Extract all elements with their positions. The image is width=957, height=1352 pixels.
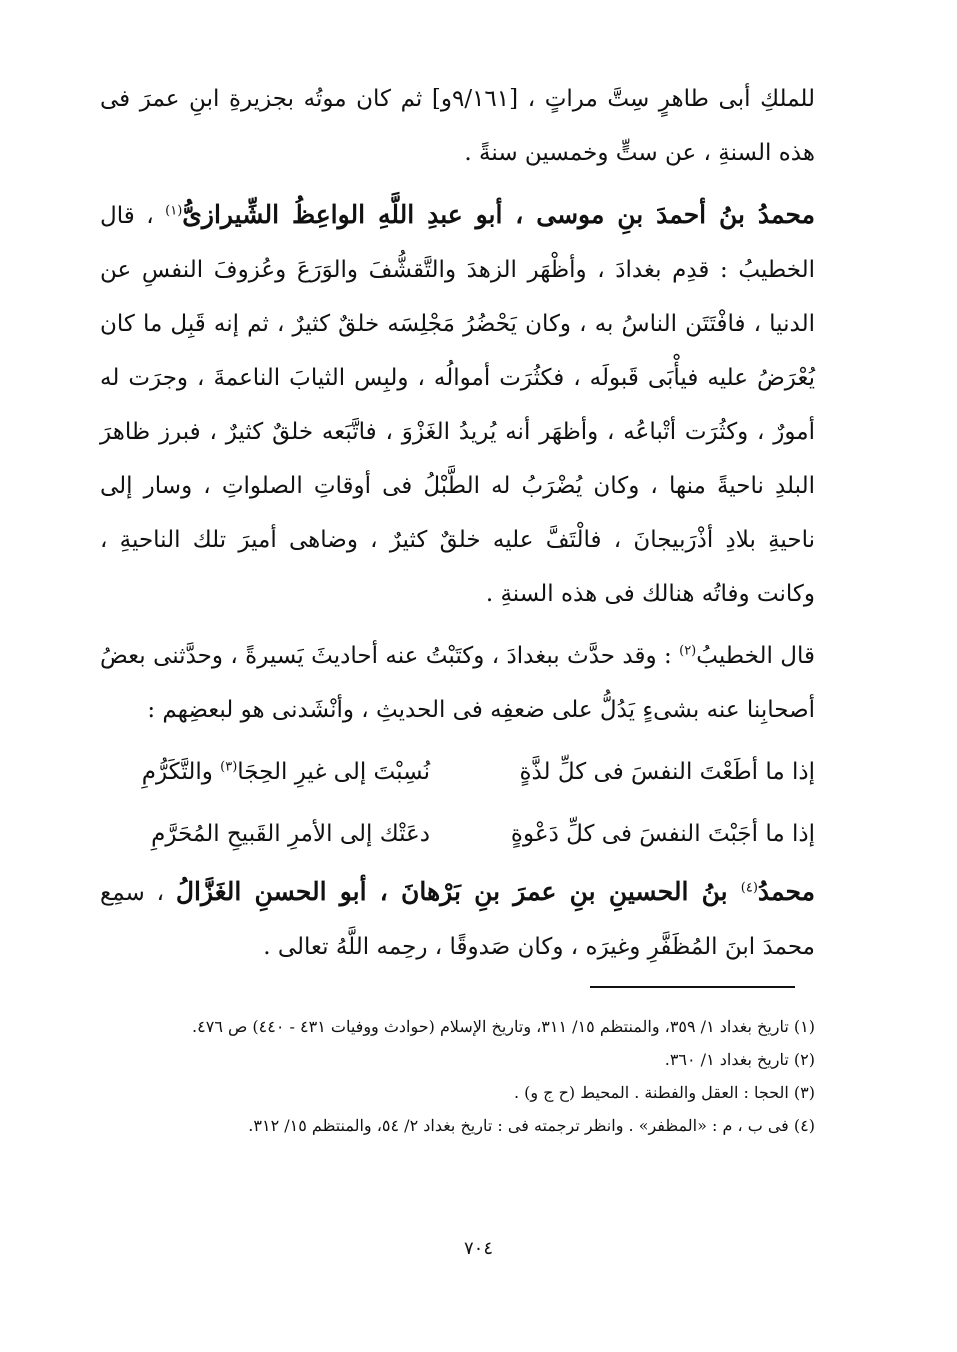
- entry-al-ghazzal-name-rest: بنُ الحسينِ بنِ عمرَ بنِ بَرْهانَ ، أبو الحسنِ الغَزَّالُ: [175, 877, 741, 906]
- verse-1-first-hemistich: إذا ما أطَعْتَ النفسَ فى كلِّ لذَّةٍ: [519, 759, 815, 785]
- footnote-4: (٤) فى ب ، م : «المظفر» . وانظر ترجمته فى : تاريخ بغداد ٢/ ٥٤، والمنتظم ١٥/ ٣١٢.: [248, 1116, 815, 1135]
- entry-al-ghazzal-text: ، سمِع محمدَ ابنَ المُظَفَّرِ وغيرَه ، وكان صَدوقًا ، رحِمه اللَّهُ تعالى .: [100, 880, 815, 960]
- khatib-quote-start: قال الخطيبُ: [696, 643, 815, 669]
- footnote-1: (١) تاريخ بغداد ١/ ٣٥٩، والمنتظم ١٥/ ٣١١، وتاريخ الإسلام (حوادث ووفيات ٤٣١ - ٤٤٠) ص ٤٧٦.: [192, 1017, 815, 1036]
- main-text: [100, 72, 815, 974]
- footnote-ref-1: (١): [165, 203, 183, 219]
- page-number: ٧٠٤: [463, 1238, 493, 1259]
- footnotes: [100, 1010, 815, 1142]
- verse-2-first-hemistich: إذا ما أجَبْتَ النفسَ فى كلِّ دَعْوةٍ: [510, 821, 815, 847]
- khatib-quote-text: : وقد حدَّث ببغدادَ ، وكتَبْتُ عنه أحاديثَ يَسيرةً ، وحدَّثنى بعضُ أصحابِنا عنه بشىءٍ يَدُلُّ على ضعفِه فى الحديثِ ، وأنْشَدنى هو لبعضِهم :: [100, 643, 815, 723]
- entry-al-ghazzal: [100, 865, 815, 974]
- poem-verses: [100, 741, 815, 865]
- entry-al-shirazi-text: ، قال الخطيبُ : قدِم بغدادَ ، وأظْهَر الزهدَ والتَّقشُّفَ والوَرَعَ وعُزوفَ النفسِ عن الدنيا ، فافْتَتَن الناسُ به ، وكان يَحْضُرُ مَجْلِسَه خلقٌ كثيرٌ ، ثم إنه قَبِل ما كان يُعْرَضُ عليه فيأْبَى قَبولَه ، فكثُرَت أموالُه ، ولبِس الثيابَ الناعمةَ ، وجرَت له أمورٌ ، وكثُرَت أتْباعُه ، وأظهَر أنه يُريدُ الغَزْوَ ، فاتَّبَعه خلقٌ كثيرٌ ، فبرز ظاهرَ البلدِ ناحيةً منها ، وكان يُضْرَبُ له الطَّبْلُ فى أوقاتِ الصلواتِ ، وسار إلى ناحيةِ بلادِ أذْرَبيجانَ ، فالْتَفَّ عليه خلقٌ كثيرٌ ، وضاهى أميرَ تلك الناحيةِ ، وكانت وفاتُه هنالك فى هذه السنةِ .: [100, 203, 815, 607]
- entry-al-shirazi-name: محمدُ بنُ أحمدَ بنِ موسى ، أبو عبدِ اللَّهِ الواعِظُ الشِّيرازىُّ: [182, 200, 815, 229]
- verse-1-second-part-a: نُسِبْتَ إلى غيرِ الحِجَا: [237, 759, 430, 785]
- footnote-2: (٢) تاريخ بغداد ١/ ٣٦٠.: [664, 1050, 815, 1069]
- footnote-separator: [590, 986, 795, 988]
- verse-1: [100, 741, 815, 803]
- footnote-ref-3: (٣): [220, 759, 238, 775]
- entry-al-shirazi: [100, 188, 815, 621]
- paragraph-1-text: للملكِ أبى طاهرٍ سِتَّ مراتٍ ، [٩/١٦١و] ثم كان موتُه بجزيرةِ ابنِ عمرَ فى هذه السنةِ ، عن ستٍّ وخمسين سنةً .: [100, 86, 815, 166]
- footnote-3: (٣) الحجا : العقل والفطنة . المحيط (ح ج و) .: [513, 1083, 815, 1102]
- verse-2: [100, 803, 815, 865]
- verse-2-second-hemistich: دعَتْك إلى الأمرِ القَبيحِ المُحَرَّمِ: [151, 821, 430, 847]
- verse-1-second-part-b: والتَّكَرُّمِ: [141, 759, 221, 785]
- footnote-ref-4: (٤): [740, 880, 758, 896]
- verse-1-second-hemistich: [100, 741, 430, 803]
- footnote-ref-2: (٢): [679, 643, 697, 659]
- paragraph-khatib-quote: [100, 629, 815, 737]
- entry-al-ghazzal-name-start: محمدُ: [757, 877, 816, 906]
- paragraph-1: [100, 72, 815, 180]
